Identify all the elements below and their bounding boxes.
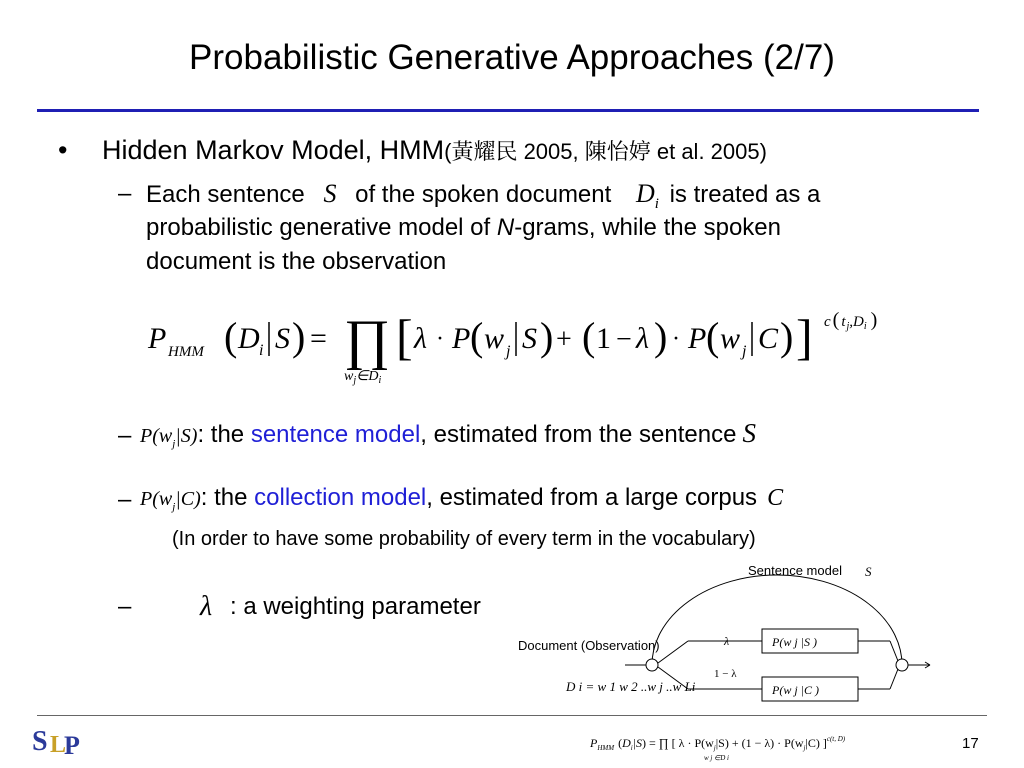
f-paren2: (	[470, 314, 484, 359]
sub3-expr: $P(w_j|C)$	[140, 488, 201, 513]
cite-author-2: 陳怡婷	[584, 139, 651, 164]
bullet-hmm-text: Hidden Markov Model, HMM	[102, 135, 445, 165]
title-divider	[37, 109, 979, 112]
symbol-S: S	[323, 179, 337, 208]
sub1-N: N	[496, 214, 515, 241]
diagram-edge-upper	[658, 641, 688, 663]
sub3-line	[140, 481, 783, 524]
cite-open: (	[444, 139, 452, 164]
symbol-Di	[635, 179, 659, 213]
cite-author-1: 黃耀民	[451, 139, 518, 164]
f-lambda1: λ	[414, 322, 427, 355]
f-paren3: (	[582, 314, 596, 359]
symbol-D: D	[635, 179, 655, 208]
diagram-document-label: Document (Observation)	[518, 638, 660, 653]
sub1-part1: Each sentence	[146, 181, 305, 208]
slide-title: Probabilistic Generative Approaches (2/7)	[189, 38, 835, 77]
sub1-part3: is treated as a	[669, 181, 821, 208]
f-dot1: ·	[436, 326, 444, 352]
f-exp-j: j	[846, 321, 850, 332]
sentence-model-term: sentence model	[250, 421, 421, 448]
bullet-hmm	[102, 135, 767, 166]
f-exp-D: ,D	[849, 314, 864, 330]
sub2-text-a: : the	[197, 421, 251, 448]
sub1-line2	[146, 211, 781, 245]
sub3-text-a: : the	[200, 484, 255, 511]
f-paren4c: )	[780, 314, 794, 359]
dash-marker: –	[118, 593, 132, 620]
f-S: S	[275, 322, 290, 355]
f-P: P	[148, 322, 167, 355]
f-product: ∏	[344, 309, 391, 371]
f-exp-c: c	[824, 314, 831, 330]
f-paren4: (	[706, 314, 720, 359]
diagram-lambda: λ	[724, 634, 730, 648]
svg-text:w j ∈D i: w j ∈D i	[704, 754, 729, 762]
f-minus: −	[616, 324, 632, 355]
collection-model-term: collection model	[254, 484, 427, 511]
f-hmm-sub: HMM	[168, 344, 204, 360]
f-P3: P	[688, 322, 707, 355]
diagram-merge-upper	[890, 641, 898, 661]
footer-formula	[580, 727, 950, 767]
f-prod-in: ∈D	[356, 369, 379, 384]
page-number: 17	[962, 735, 979, 752]
diagram-merge-lower	[890, 669, 898, 689]
f-S2: S	[522, 322, 537, 355]
sub2-expr: $P(w_j|S)$	[140, 425, 198, 450]
svg-text:P: P	[64, 731, 80, 760]
sub3-text-b: , estimated from a large corpus	[426, 484, 758, 511]
f-bracket-open: [	[396, 309, 413, 365]
f-exp-t: t	[841, 314, 846, 330]
f-prod-j: j	[353, 375, 357, 386]
f-D-sub: i	[259, 342, 264, 359]
f-w1: w	[484, 322, 505, 355]
diagram-collection-box-text: P(w j |C )	[772, 683, 819, 697]
f-prod-w: w	[344, 369, 354, 384]
bullet-marker: •	[58, 135, 68, 165]
hmm-diagram	[510, 555, 980, 715]
dash-marker: –	[118, 180, 132, 207]
sub1-line2a: probabilistic generative model of	[146, 214, 497, 241]
diagram-sentence-model-sym: S	[865, 564, 872, 579]
citation	[444, 139, 767, 164]
svg-text:PHMM(Di|S) = ∏ [ λ · P(wj|S) +: $P_{HMM}$ $(D_i|S)$ = ∏ [ $\lambda \cdot P(w_j|S) + (1 - \lambda) \cdot P(w_j|C)$ ]$^{c(t, D)}$	[590, 735, 846, 752]
f-D: D	[238, 322, 260, 355]
f-w2: w	[720, 322, 741, 355]
f-lambda2: λ	[636, 322, 649, 355]
f-exponent: c ( $t_j,D_i$ )	[824, 309, 878, 332]
lambda-glyph: λ	[200, 591, 213, 622]
f-dot2: ·	[672, 326, 680, 352]
hmm-formula	[140, 300, 920, 390]
footer-divider	[37, 715, 987, 716]
vocab-note: (In order to have some probability of every term in the vocabulary)	[172, 528, 756, 550]
slp-logo	[30, 722, 90, 762]
sub3-symbol: C	[767, 485, 784, 511]
f-exp-i: i	[863, 321, 867, 332]
sub2-line	[140, 416, 756, 461]
sub4-text: : a weighting parameter	[230, 593, 481, 620]
f-paren2c: )	[540, 314, 554, 359]
cite-mid: 2005,	[517, 139, 585, 164]
diagram-sentence-box-text: P(w j |S )	[772, 635, 817, 649]
f-prod-sub	[344, 369, 381, 386]
f-prod-i: i	[378, 375, 382, 386]
f-plus: +	[556, 324, 572, 355]
sub2-symbol: S	[742, 418, 756, 448]
dash-marker: –	[118, 422, 132, 449]
diagram-start-node	[646, 659, 658, 671]
sub1-line2b: -grams, while the spoken	[514, 214, 781, 241]
svg-text:L: L	[50, 732, 67, 758]
diagram-end-node	[896, 659, 908, 671]
f-paren3c: )	[654, 314, 668, 359]
f-one: 1	[596, 322, 611, 355]
lambda-symbol	[200, 590, 212, 623]
cite-end: et al. 2005)	[650, 139, 767, 164]
f-bracket-close: ]	[796, 309, 813, 365]
f-P2: P	[452, 322, 471, 355]
diagram-sentence-model-label: Sentence model	[748, 563, 842, 578]
symbol-D-sub: i	[654, 196, 659, 213]
f-paren-open: (	[224, 314, 238, 359]
dash-marker: –	[118, 486, 132, 513]
f-j1: j	[506, 343, 511, 360]
f-paren-close: )	[292, 314, 306, 359]
sub2-text-b: , estimated from the sentence	[420, 421, 737, 448]
diagram-doc-sequence: D i = w 1 w 2 ..w j ..w Li	[566, 679, 696, 694]
sub1-part2: of the spoken document	[355, 181, 612, 208]
f-j2: j	[742, 343, 747, 360]
f-equals: =	[310, 322, 327, 355]
svg-text:S: S	[32, 726, 48, 757]
f-C: C	[758, 322, 779, 355]
sub1-line3: document is the observation	[146, 248, 447, 275]
diagram-one-minus-lambda: 1 − λ	[714, 668, 737, 680]
